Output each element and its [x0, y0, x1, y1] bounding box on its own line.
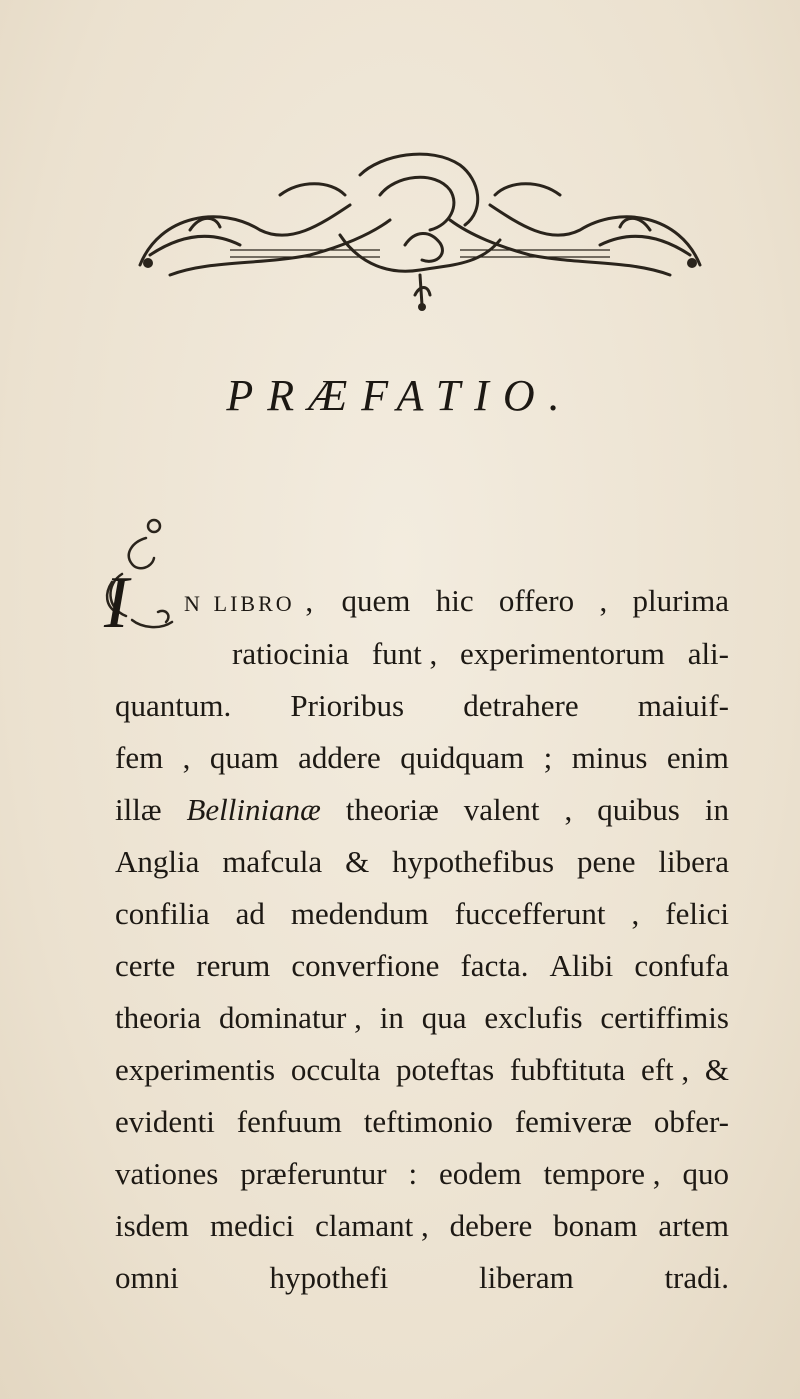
- text-line: [115, 1210, 729, 1241]
- word: addere: [298, 740, 381, 775]
- preface-heading: PRÆFATIO.: [226, 371, 574, 420]
- text-line: [115, 742, 729, 773]
- word: liberam: [479, 1260, 574, 1295]
- word: mafcula: [222, 844, 323, 879]
- word: rerum: [196, 948, 271, 983]
- word: facta.: [460, 948, 529, 983]
- word: occulta: [290, 1052, 381, 1087]
- word: eodem: [438, 1156, 522, 1191]
- word: ali-: [687, 636, 729, 671]
- word: clamant ,: [315, 1208, 429, 1243]
- word: converfione: [291, 948, 440, 983]
- word: Bellinianæ: [186, 792, 321, 827]
- word: minus: [571, 740, 648, 775]
- word: tempore ,: [543, 1156, 661, 1191]
- word: dominatur ,: [218, 1000, 362, 1035]
- word: ,: [631, 896, 640, 931]
- word: hypothefi: [269, 1260, 389, 1295]
- word: experimentis: [115, 1052, 276, 1087]
- word: exclufis: [484, 1000, 583, 1035]
- word: poteftas: [396, 1052, 495, 1087]
- word: funt ,: [371, 636, 438, 671]
- word: plurima: [632, 583, 729, 618]
- word: offero: [498, 583, 575, 618]
- word: præferuntur: [240, 1156, 387, 1191]
- word: ,: [599, 583, 608, 618]
- word: qua: [421, 1000, 467, 1035]
- word: ratiocinia: [232, 636, 350, 671]
- word: theoria: [115, 1000, 202, 1035]
- word: quibus: [597, 792, 680, 827]
- word: &: [345, 844, 370, 879]
- ornamental-headpiece: [130, 135, 710, 315]
- word: omni: [115, 1260, 179, 1295]
- word: in: [704, 792, 729, 827]
- word: Anglia: [115, 844, 200, 879]
- text-line: [115, 794, 729, 825]
- word: fuccefferunt: [454, 896, 606, 931]
- word: libera: [658, 844, 729, 879]
- word: quam: [209, 740, 279, 775]
- word: :: [408, 1156, 418, 1191]
- word: maiuif-: [637, 688, 729, 723]
- word: ,: [564, 792, 573, 827]
- word: ,: [182, 740, 191, 775]
- word: ad: [235, 896, 265, 931]
- word: Alibi: [549, 948, 614, 983]
- word: hic: [435, 583, 474, 618]
- word: illæ: [115, 792, 162, 827]
- word: in: [379, 1000, 404, 1035]
- word: hypothefibus: [392, 844, 555, 879]
- word: quo: [682, 1156, 729, 1191]
- word: enim: [666, 740, 729, 775]
- word: Prioribus: [290, 688, 405, 723]
- word: bonam: [553, 1208, 638, 1243]
- word: quantum.: [115, 688, 232, 723]
- word: quidquam: [400, 740, 525, 775]
- word: detrahere: [463, 688, 579, 723]
- text-line: [115, 846, 729, 877]
- word: tradi.: [664, 1260, 729, 1295]
- word: medici: [209, 1208, 295, 1243]
- text-line: [232, 638, 729, 669]
- word: n libro ,: [184, 583, 317, 618]
- word: confilia: [115, 896, 210, 931]
- text-line: [115, 1158, 729, 1189]
- text-line: [115, 1262, 729, 1293]
- word: quem: [341, 583, 411, 618]
- text-line: [115, 1106, 729, 1137]
- word: certe: [115, 948, 176, 983]
- text-line: [184, 585, 729, 616]
- word: fubftituta: [509, 1052, 626, 1087]
- word: debere: [449, 1208, 533, 1243]
- word: confufa: [634, 948, 729, 983]
- word: obfer-: [653, 1104, 729, 1139]
- word: evidenti: [115, 1104, 215, 1139]
- word: vationes: [115, 1156, 219, 1191]
- word: pene: [576, 844, 636, 879]
- word: theoriæ: [345, 792, 439, 827]
- word: teftimonio: [363, 1104, 493, 1139]
- text-line: [115, 898, 729, 929]
- word: experimentorum: [460, 636, 665, 671]
- word: femiveræ: [514, 1104, 632, 1139]
- word: eft ,: [640, 1052, 690, 1087]
- text-line: [115, 1002, 729, 1033]
- text-line: [115, 1054, 729, 1085]
- word: medendum: [290, 896, 429, 931]
- word: valent: [463, 792, 540, 827]
- text-line: [115, 690, 729, 721]
- word: ;: [543, 740, 553, 775]
- word: &: [704, 1052, 729, 1087]
- word: felici: [665, 896, 729, 931]
- word: isdem: [115, 1208, 190, 1243]
- word: fenfuum: [236, 1104, 342, 1139]
- word: fem: [115, 740, 164, 775]
- word: artem: [658, 1208, 729, 1243]
- text-line: [115, 950, 729, 981]
- word: certiffimis: [600, 1000, 729, 1035]
- initial-letter: I: [104, 562, 129, 644]
